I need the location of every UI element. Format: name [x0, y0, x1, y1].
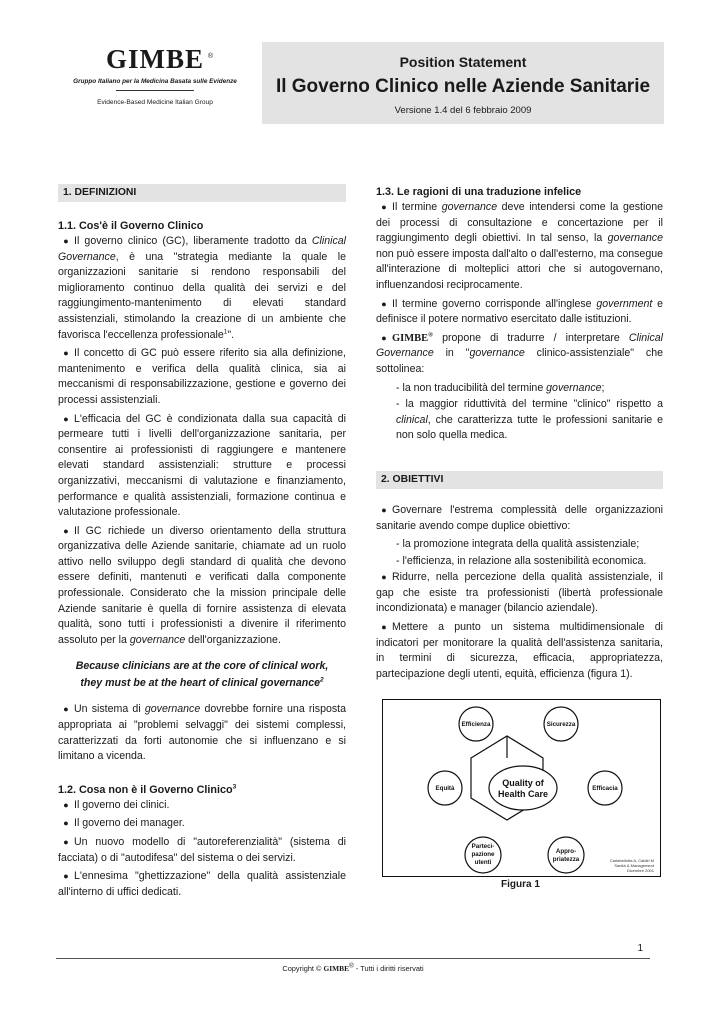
subheading-1-2: 1.2. Cosa non è il Governo Clinico$^3$ — [58, 783, 237, 796]
center-label-1: Quality of — [502, 778, 544, 788]
pull-quote: Because clinicians are at the core of clinical work, they must be at the heart of clinical governance$^2$ — [75, 660, 329, 690]
title-box — [262, 42, 664, 124]
quality-diagram-svg — [383, 700, 660, 876]
dash-item: - la maggior riduttività del termine "clinico" rispetto a clinical, che caratterizza tutte le professioni sanitarie e non solo quella medica. — [396, 398, 663, 442]
paragraph-bullet: ● Un nuovo modello di "autoreferenzialità" (sistema di facciata) o di "autodifesa" del sistema o dei servizi. — [58, 836, 346, 864]
figure-quality-diagram — [382, 699, 661, 877]
center-node — [489, 766, 557, 810]
label-appropriatezza-1: Appro- — [555, 848, 577, 855]
paragraph-bullet: ● Un sistema di governance dovrebbe fornire una risposta appropriata ai "problemi selvaggi" dei sistemi complessi, caratterizzati da forti autonomie che si influenzano e si limitano a vicenda. — [58, 703, 346, 763]
section-heading-definizioni: 1. DEFINIZIONI — [58, 184, 346, 202]
page-number: 1 — [637, 943, 643, 954]
dash-item: - l'efficienza, in relazione alla sostenibilità economica. — [396, 554, 647, 567]
logo-block — [60, 44, 250, 106]
paragraph-bullet: ● Il governo dei manager. — [63, 817, 185, 830]
right-column — [376, 184, 663, 685]
label-efficienza: Efficienza — [461, 721, 491, 728]
paragraph-bullet: ● L'ennesima "ghettizzazione" della qualità assistenziale all'interno di uffici dedicati. — [58, 870, 346, 898]
label-partecipazione-2: pazione — [471, 851, 495, 858]
doc-type: Position Statement — [399, 54, 527, 70]
logo-divider — [116, 90, 194, 91]
dash-item: - la non traducibilità del termine governance; — [396, 381, 605, 394]
paragraph-bullet: ● L'efficacia del GC è condizionata dalla sua capacità di permeare tutti i livelli dell'organizzazione sanitaria, per consentire ai professionisti di raggiungere e mantenere elevati standard assistenziali: strutture e processi organizzativi, meccanismi di valutazione e finanziamento, performance e qualità assistenziali, formazione continua e valutazione professionale. — [58, 412, 346, 519]
footer-divider — [56, 958, 650, 959]
paragraph-bullet: ● Il termine governance deve intendersi come la gestione dei processi di consultazione e concertazione per il raggiungimento degli obiettivi. In tal senso, la governance non può essere imposta dall'alto o dall'esterno, ma consegue all'interazione di molteplici attori che si autogovernano, influenzandosi reciprocamente. — [376, 201, 663, 291]
node-appropriatezza — [548, 837, 584, 873]
label-equita: Equità — [435, 785, 455, 792]
paragraph-bullet: ● Il concetto di GC può essere riferito sia alla definizione, mantenimento e verifica della qualità clinica, sia ai meccanismi di responsabilizzazione, gestione e governo dei processi assistenziali. — [58, 347, 346, 406]
section-heading-obiettivi: 2. OBIETTIVI — [376, 471, 663, 489]
paragraph-bullet: ● Il GC richiede un diverso orientamento della struttura organizzativa delle Aziende sanitarie, chiamate ad un ruolo attivo nello sviluppo degli standard di qualità che devono essere definiti, mantenuti e verificati dalla componente professionale. Considerato che la mission principale delle Aziende sanitarie è quella di fornire assistenza di elevata qualità, sono tutti i professionisti a divenire il riferimento assoluto per la governance dell'organizzazione. — [58, 524, 346, 646]
paragraph-bullet: ● Governare l'estrema complessità delle organizzazioni sanitarie avendo compe duplice obiettivo: — [376, 503, 663, 532]
label-sicurezza: Sicurezza — [546, 721, 576, 728]
label-appropriatezza-2: priatezza — [552, 856, 580, 863]
figure-caption: Figura 1 — [501, 879, 540, 890]
logo-subtitle: Gruppo Italiano per la Medicina Basata sulle Evidenze — [73, 78, 237, 85]
label-efficacia: Efficacia — [592, 785, 618, 792]
document-title: Il Governo Clinico nelle Aziende Sanitarie — [275, 76, 651, 97]
paragraph-bullet: ● GIMBE® propone di tradurre / interpretare Clinical Governance in "governance clinico-assistenziale" che sottolinea: — [376, 331, 663, 375]
gimbe-inline-logo: GIMBE® — [392, 331, 434, 344]
paragraph-bullet: ● Mettere a punto un sistema multidimensionale di indicatori per monitorare la qualità dell'assistenza sanitaria, in termini di sicurezza, efficacia, appropriatezza, partecipazione degli utenti, equità, efficienza (figura 1). — [376, 621, 663, 680]
logo-subtitle-english: Evidence-Based Medicine Italian Group — [97, 99, 213, 106]
figure-credit: Cartabellotta A, Caldiri M Sanità & Management Dicembre 2001 — [609, 858, 654, 873]
paragraph-bullet: ● Ridurre, nella percezione della qualità assistenziale, il gap che esiste tra professionisti (libertà professionale incondizionata) e manager (bilancio aziendale). — [376, 571, 663, 615]
dash-item: - la promozione integrata della qualità assistenziale; — [396, 538, 640, 551]
left-column — [58, 184, 346, 903]
footer-copyright: Copyright © GIMBE® - Tutti i diritti riservati — [282, 962, 424, 973]
document-version: Versione 1.4 del 6 febbraio 2009 — [394, 105, 532, 116]
paragraph-bullet: ● Il governo dei clinici. — [63, 798, 170, 811]
center-label-2: Health Care — [497, 789, 549, 799]
paragraph-bullet: ● Il termine governo corrisponde all'inglese government e definisce il potere normativo esercitato dalle istituzioni. — [376, 297, 664, 326]
subheading-1-3: 1.3. Le ragioni di una traduzione infelice — [376, 186, 582, 198]
label-partecipazione-1: Parteci- — [471, 843, 495, 850]
label-partecipazione-3: utenti — [474, 859, 492, 866]
gimbe-logo: GIMBE ® — [105, 44, 214, 74]
paragraph-bullet: ● Il governo clinico (GC), liberamente tradotto da Clinical Governance, è una "strategia mediante la quale le organizzazioni sanitarie si rendono responsabili del miglioramento continuo della qualità dei servizi e del raggiungimento-mantenimento di elevati standard assistenziali, stimolando la creazione di un ambiente che favorisca l'eccellenza professionale$^1$". — [58, 235, 346, 341]
subheading-1-1: 1.1. Cos'è il Governo Clinico — [58, 220, 204, 232]
